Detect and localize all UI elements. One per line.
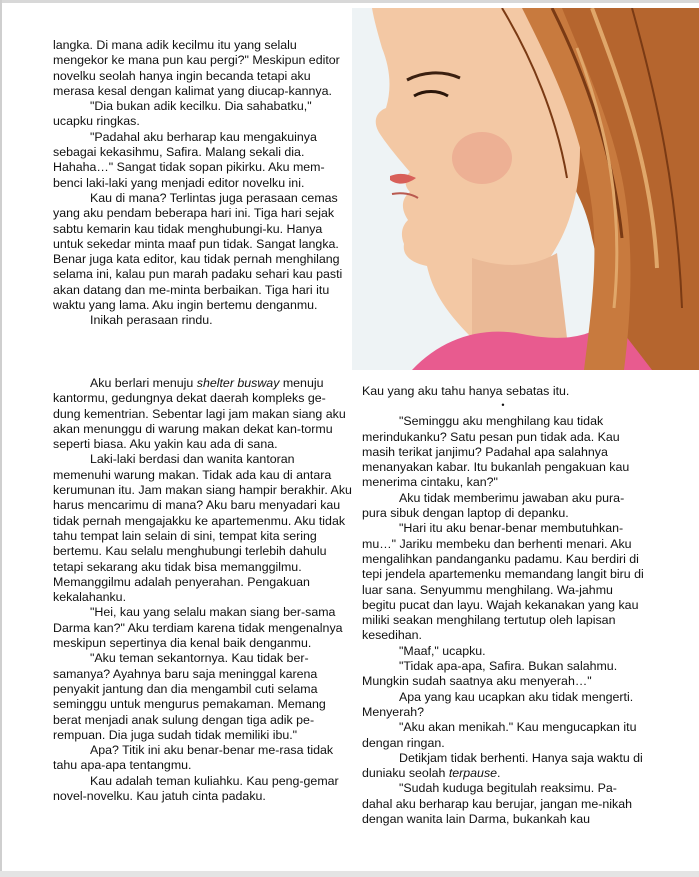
paragraph: langka. Di mana adik kecilmu itu yang selalu mengekor ke mana pun kau pergi?" Meskipun editor novelku seolah hanya ingin becanda tetapi aku merasa kesal dengan kalimat yang diucap-kannya. xyxy=(53,38,340,98)
paragraph: Apa yang kau ucapkan aku tidak mengerti. Menyerah? xyxy=(362,689,634,719)
cheek-blush xyxy=(452,132,512,184)
paragraph: "Hei, kau yang selalu makan siang ber-sama Darma kan?" Aku terdiam karena tidak mengenalnya meskipun sepertinya dia kenal baik denganmu. xyxy=(53,605,343,651)
italic-text: terpause xyxy=(448,766,498,781)
text: menuju kantormu, gedungnya dekat daerah kompleks ge-dung kementrian. Sebentar lagi jam makan siang aku akan menunggu di warung makan dekat kan-tormu seperti biasa. Aku yakin kau ada di sana. xyxy=(53,376,346,452)
paragraph: "Dia bukan adik kecilku. Dia sahabatku," ucapku ringkas. xyxy=(53,99,312,129)
right-column xyxy=(362,384,644,827)
paragraph: Kau adalah teman kuliahku. Kau peng-gemar novel-novelku. Kau jatuh cinta padaku. xyxy=(53,773,339,804)
paragraph: Apa? Titik ini aku benar-benar me-rasa tidak tahu apa-apa tentangmu. xyxy=(53,743,334,773)
illustration-svg xyxy=(352,8,699,370)
italic-text: shelter busway xyxy=(196,376,280,390)
left-column-lower xyxy=(53,376,353,804)
paragraph: "Sudah kuduga begitulah reaksimu. Pa-dahal aku berharap kau berujar, jangan me-nikah dengan wanita lain Darma, bukankah kau xyxy=(362,781,633,827)
paragraph: Aku tidak memberimu jawaban aku pura-pura sibuk dengan laptop di depanku. xyxy=(362,490,625,521)
paragraph: "Padahal aku berharap kau mengakuinya sebagai kekasihmu, Safira. Malang sekali dia. Hahaha…" Sangat tidak sopan pikirku. Aku mem-benci laki-laki yang menjadi editor novelku ini. xyxy=(53,129,325,190)
page-bottom-edge xyxy=(0,871,699,877)
paragraph: "Maaf," ucapku. xyxy=(399,643,486,658)
paragraph: "Tidak apa-apa, Safira. Bukan salahmu. Mungkin sudah saatnya aku menyerah…" xyxy=(362,659,618,689)
paragraph: Laki-laki berdasi dan wanita kantoran memenuhi warung makan. Tidak ada kau di antara kerumunan itu. Jam makan siang hampir berakhir. Aku harus mencarimu di mana? Aku baru menyadari kau tidak pernah mengajakku ke apartemenmu. Aku tidak tahu tempat lain selain di sini, tempat kita sering bertemu. Kau selalu menghubungi terlebih dahulu tetapi sekarang aku tidak bisa memanggilmu. Memanggilmu adalah penyerahan. Pengakuan kekalahanku. xyxy=(53,452,352,605)
paragraph: "Aku teman sekantornya. Kau tidak ber-samanya? Ayahnya baru saja meninggal karena penyakit jantung dan dia mengambil cuti selama seminggu untuk mengurus pemakaman. Memang berat menjadi anak sulung dengan tiga adik pe-rempuan. Dia juga sudah tidak memiliki ibu." xyxy=(53,651,326,742)
paragraph: Kau di mana? Terlintas juga perasaan cemas yang aku pendam beberapa hari ini. Tiga hari sejak sabtu kemarin kau tidak menghubungi-ku. Hanya untuk sekedar minta maaf pun tidak. Sangat langka. Benar juga kata editor, kau tidak pernah menghilang selama ini, kalau pun marah padaku sehari kau pasti akan datang dan me-minta berbaikan. Tiga hari itu waktu yang lama. Aku ingin bertemu denganmu. xyxy=(53,190,343,313)
paragraph: Kau yang aku tahu hanya sebatas itu. xyxy=(362,384,570,398)
paragraph: Inikah perasaan rindu. xyxy=(90,313,213,328)
section-separator: • xyxy=(501,400,505,411)
woman-profile-illustration xyxy=(352,8,699,370)
page-left-edge xyxy=(0,0,2,877)
paragraph xyxy=(362,751,644,782)
paragraph xyxy=(53,376,353,452)
text: Detikjam tidak berhenti. Hanya saja waktu di duniaku seolah xyxy=(362,750,643,781)
paragraph: "Hari itu aku benar-benar membutuhkan-mu…" Jariku membeku dan berhenti menari. Aku mengalihkan pandanganku padamu. Kau berdiri di tepi jendela apartemenku memandang langit biru di luar sana. Senyummu menghilang. Wa-jahmu begitu pucat dan layu. Wajah kekanakan yang kau miliki seakan menghilang tertutup oleh lapisan kesedihan. xyxy=(362,521,644,643)
paragraph: "Seminggu aku menghilang kau tidak merindukanku? Satu pesan pun tidak ada. Kau masih terikat janjimu? Padahal apa salahnya menanyakan kabar. Itu bukanlah pengakuan kau menerima cintaku, kan?" xyxy=(362,414,630,490)
text: . xyxy=(497,766,501,781)
text: Aku berlari menuju xyxy=(90,376,197,390)
page-top-edge xyxy=(0,0,699,3)
left-column-upper xyxy=(53,38,353,329)
paragraph: "Aku akan menikah." Kau mengucapkan itu dengan ringan. xyxy=(362,720,637,750)
